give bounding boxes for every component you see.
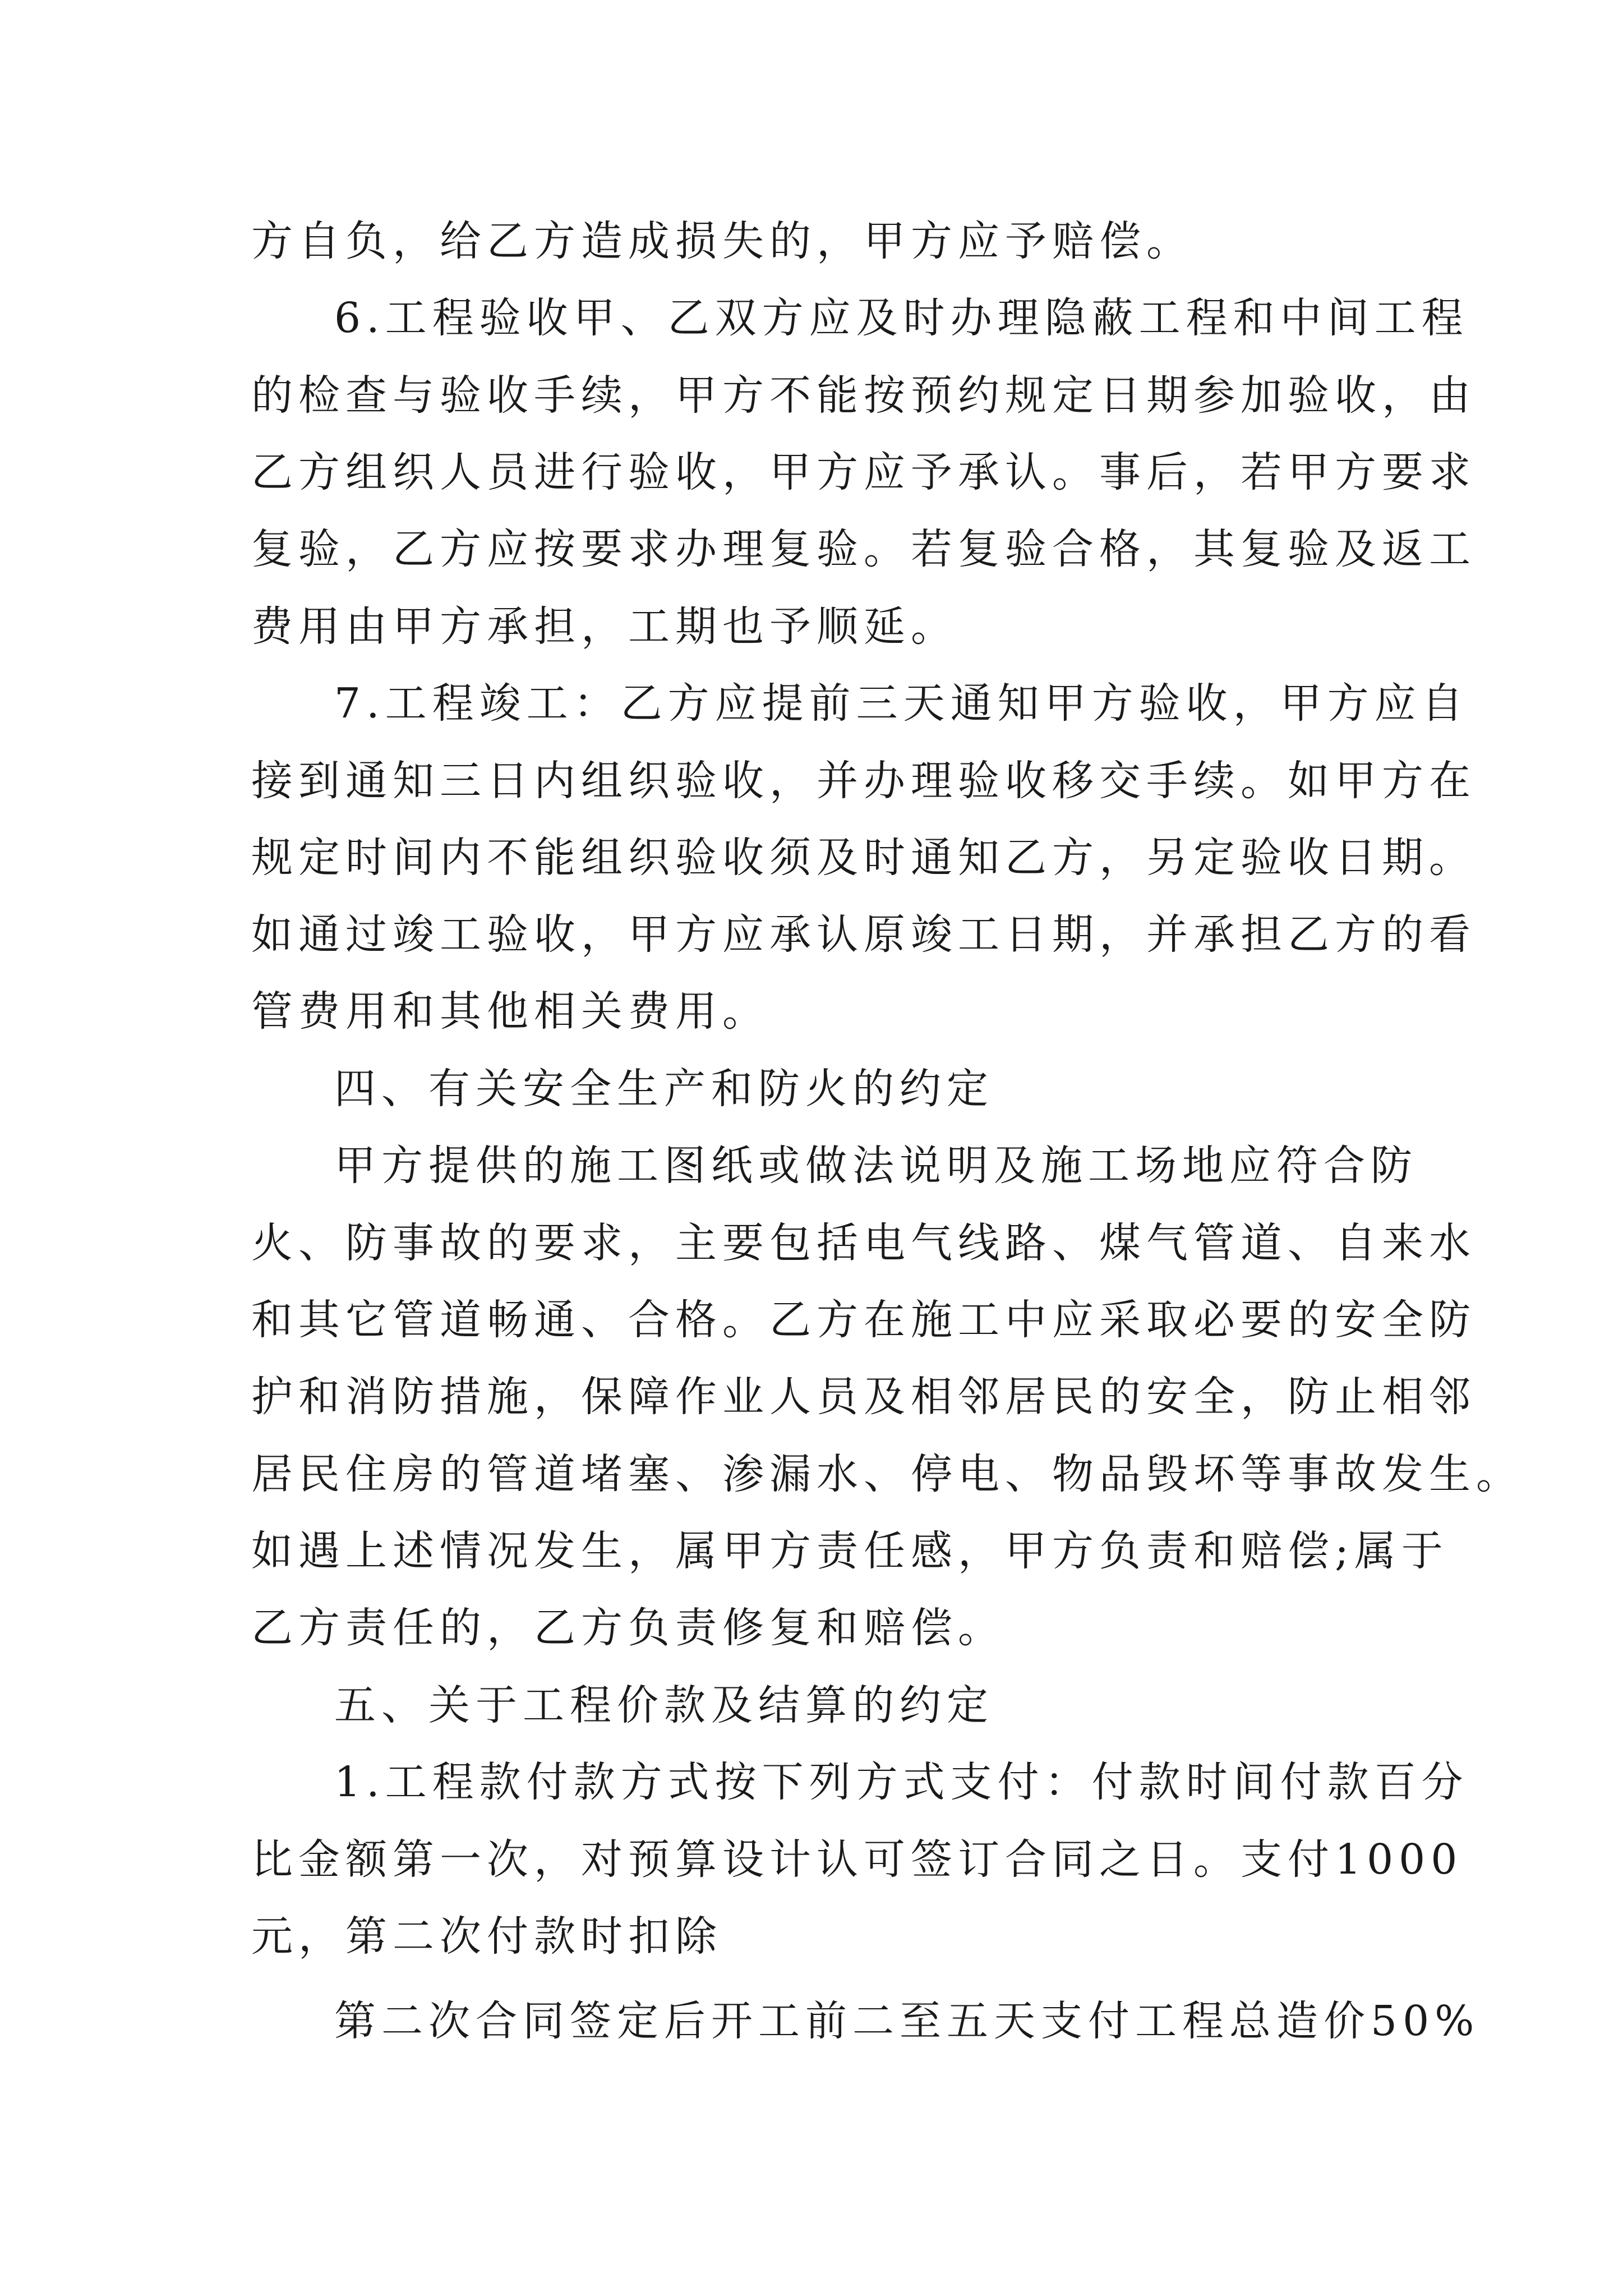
section-heading: 四、有关安全生产和防火的约定 [334, 1065, 994, 1113]
body-line: 火、防事故的要求，主要包括电气线路、煤气管道、自来水 [251, 1219, 1476, 1267]
body-line: 6.工程验收甲、乙双方应及时办理隐蔽工程和中间工程 [334, 294, 1469, 342]
body-line: 7.工程竣工：乙方应提前三天通知甲方验收，甲方应自 [334, 679, 1469, 728]
body-line: 甲方提供的施工图纸或做法说明及施工场地应符合防 [334, 1142, 1418, 1190]
body-line: 乙方组织人员进行验收，甲方应予承认。事后，若甲方要求 [251, 448, 1476, 496]
body-line: 的检查与验收手续，甲方不能按预约规定日期参加验收，由 [251, 371, 1476, 420]
body-line: 元，第二次付款时扣除 [251, 1912, 722, 1961]
body-line: 居民住房的管道堵塞、渗漏水、停电、物品毁坏等事故发生。 [251, 1450, 1523, 1498]
body-line: 如通过竣工验收，甲方应承认原竣工日期，并承担乙方的看 [251, 910, 1476, 959]
body-line: 护和消防措施，保障作业人员及相邻居民的安全，防止相邻 [251, 1373, 1476, 1421]
body-line: 规定时间内不能组织验收须及时通知乙方，另定验收日期。 [251, 834, 1476, 882]
section-heading: 五、关于工程价款及结算的约定 [334, 1681, 994, 1729]
body-line: 接到通知三日内组织验收，并办理验收移交手续。如甲方在 [251, 757, 1476, 805]
body-line: 比金额第一次，对预算设计认可签订合同之日。支付1000 [251, 1835, 1463, 1884]
body-line: 如遇上述情况发生，属甲方责任感，甲方负责和赔偿;属于 [251, 1527, 1449, 1575]
body-line: 1.工程款付款方式按下列方式支付：付款时间付款百分 [334, 1758, 1469, 1806]
body-line: 管费用和其他相关费用。 [251, 987, 769, 1036]
body-line: 和其它管道畅通、合格。乙方在施工中应采取必要的安全防 [251, 1296, 1476, 1344]
body-line: 复验，乙方应按要求办理复验。若复验合格，其复验及返工 [251, 525, 1476, 573]
body-line: 乙方责任的，乙方负责修复和赔偿。 [251, 1604, 1005, 1652]
body-line: 方自负，给乙方造成损失的，甲方应予赔偿。 [251, 217, 1193, 265]
body-line: 费用由甲方承担，工期也予顺延。 [251, 602, 958, 651]
body-line: 第二次合同签定后开工前二至五天支付工程总造价50% [334, 1997, 1480, 2045]
